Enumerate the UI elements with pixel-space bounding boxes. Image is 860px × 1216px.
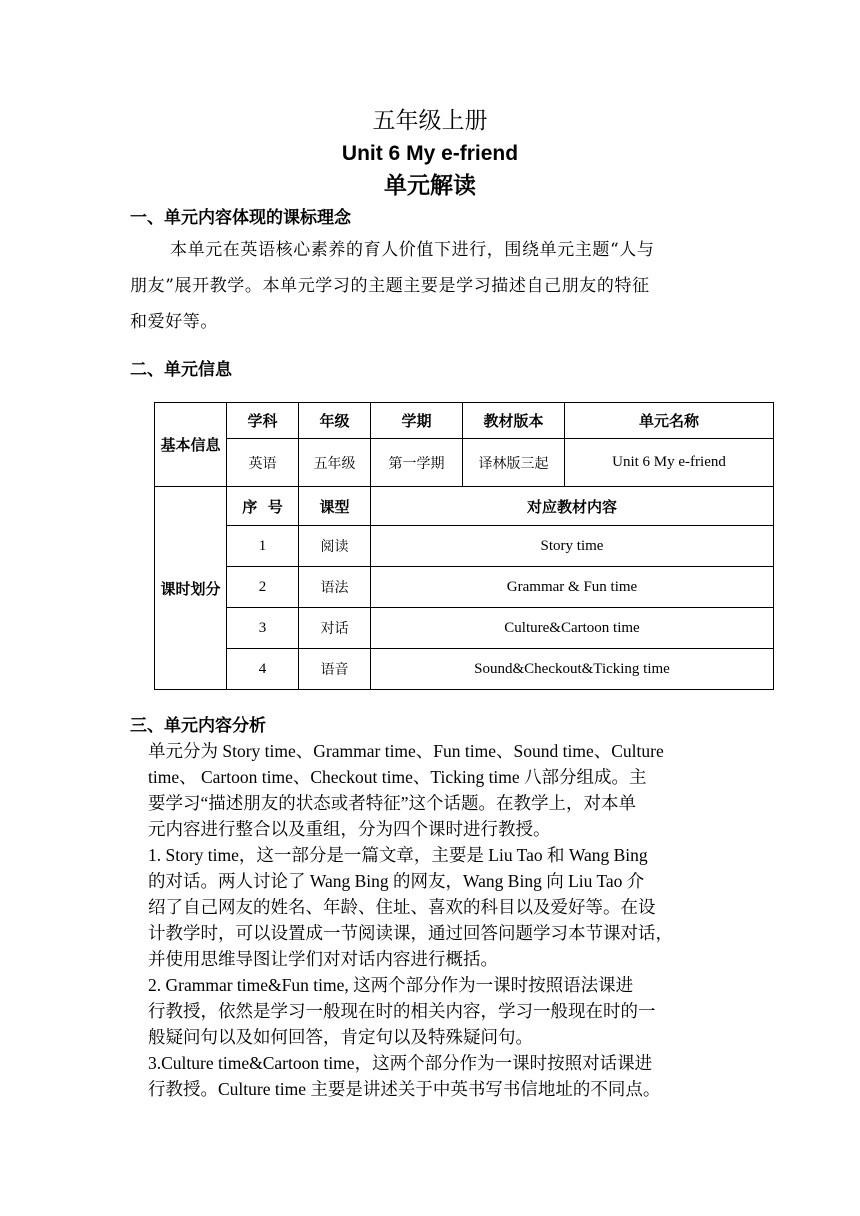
analysis-line: 行教授，依然是学习一般现在时的相关内容，学习一般现在时的一: [148, 1001, 656, 1021]
basic-info-label: 基本信息: [155, 403, 227, 487]
section-1-line: 朋友”展开教学。本单元学习的主题主要是学习描述自己朋友的特征: [130, 276, 650, 296]
header-lesson-type: 课型: [299, 487, 371, 526]
header-edition: 教材版本: [463, 403, 565, 439]
lesson-type: 语音: [299, 649, 371, 690]
lesson-plan-label: 课时划分: [155, 487, 227, 690]
analysis-line: 要学习“描述朋友的状态或者特征”这个话题。在教学上，对本单: [148, 793, 637, 813]
section-2-heading: 二、单元信息: [130, 360, 232, 380]
analysis-line: time、 Cartoon time、Checkout time、Ticking time 八部分组成。主: [148, 767, 647, 787]
header-subject: 学科: [227, 403, 299, 439]
table-row: [155, 526, 774, 567]
value-edition: 译林版三起: [463, 439, 565, 487]
analysis-line: 般疑问句以及如何回答，肯定句以及特殊疑问句。: [148, 1027, 533, 1047]
analysis-line: 3.Culture time&Cartoon time，这两个部分作为一课时按照对话课进: [148, 1053, 653, 1073]
analysis-line: 的对话。两人讨论了 Wang Bing 的网友，Wang Bing 向 Liu Tao 介: [148, 871, 645, 891]
section-1-line: 和爱好等。: [130, 312, 218, 332]
header-content: 对应教材内容: [371, 487, 774, 526]
value-grade: 五年级: [299, 439, 371, 487]
header-number: 序 号: [227, 487, 299, 526]
header-unit-name: 单元名称: [565, 403, 774, 439]
analysis-line: 绍了自己网友的姓名、年龄、住址、喜欢的科目以及爱好等。在设: [148, 897, 656, 917]
lesson-number: 3: [227, 608, 299, 649]
unit-info-table: [154, 402, 774, 690]
analysis-line: 行教授。Culture time 主要是讲述关于中英书写书信地址的不同点。: [148, 1079, 661, 1099]
doc-unit-title: Unit 6 My e-friend: [341, 142, 519, 165]
table-row: [155, 567, 774, 608]
lesson-content: Grammar & Fun time: [371, 567, 774, 608]
lesson-number: 4: [227, 649, 299, 690]
header-term: 学期: [371, 403, 463, 439]
analysis-line: 2. Grammar time&Fun time, 这两个部分作为一课时按照语法课进: [148, 975, 634, 995]
section-1-paragraph: [130, 232, 730, 340]
lesson-type: 语法: [299, 567, 371, 608]
table-row: [155, 608, 774, 649]
analysis-line: 并使用思维导图让学们对对话内容进行概括。: [148, 949, 498, 969]
lesson-type: 对话: [299, 608, 371, 649]
section-1-line: 本单元在英语核心素养的育人价值下进行，围绕单元主题“人与: [170, 240, 655, 260]
lesson-content: Sound&Checkout&Ticking time: [371, 649, 774, 690]
analysis-line: 单元分为 Story time、Grammar time、Fun time、Sound time、Culture: [148, 741, 664, 761]
section-3-body: [148, 738, 732, 1102]
header-grade: 年级: [299, 403, 371, 439]
lesson-number: 1: [227, 526, 299, 567]
lesson-number: 2: [227, 567, 299, 608]
analysis-line: 1. Story time，这一部分是一篇文章，主要是 Liu Tao 和 Wang Bing: [148, 845, 648, 865]
table-row: [155, 649, 774, 690]
value-subject: 英语: [227, 439, 299, 487]
lesson-type: 阅读: [299, 526, 371, 567]
lesson-content: Story time: [371, 526, 774, 567]
doc-subtitle: 单元解读: [384, 173, 476, 199]
value-unit-name: Unit 6 My e-friend: [565, 439, 774, 487]
analysis-line: 计教学时，可以设置成一节阅读课，通过回答问题学习本节课对话，: [148, 923, 673, 943]
doc-grade-title: 五年级上册: [372, 108, 488, 134]
value-term: 第一学期: [371, 439, 463, 487]
lesson-content: Culture&Cartoon time: [371, 608, 774, 649]
analysis-line: 元内容进行整合以及重组，分为四个课时进行教授。: [148, 819, 551, 839]
section-3-heading: 三、单元内容分析: [130, 716, 266, 736]
section-1-heading: 一、单元内容体现的课标理念: [130, 208, 351, 228]
